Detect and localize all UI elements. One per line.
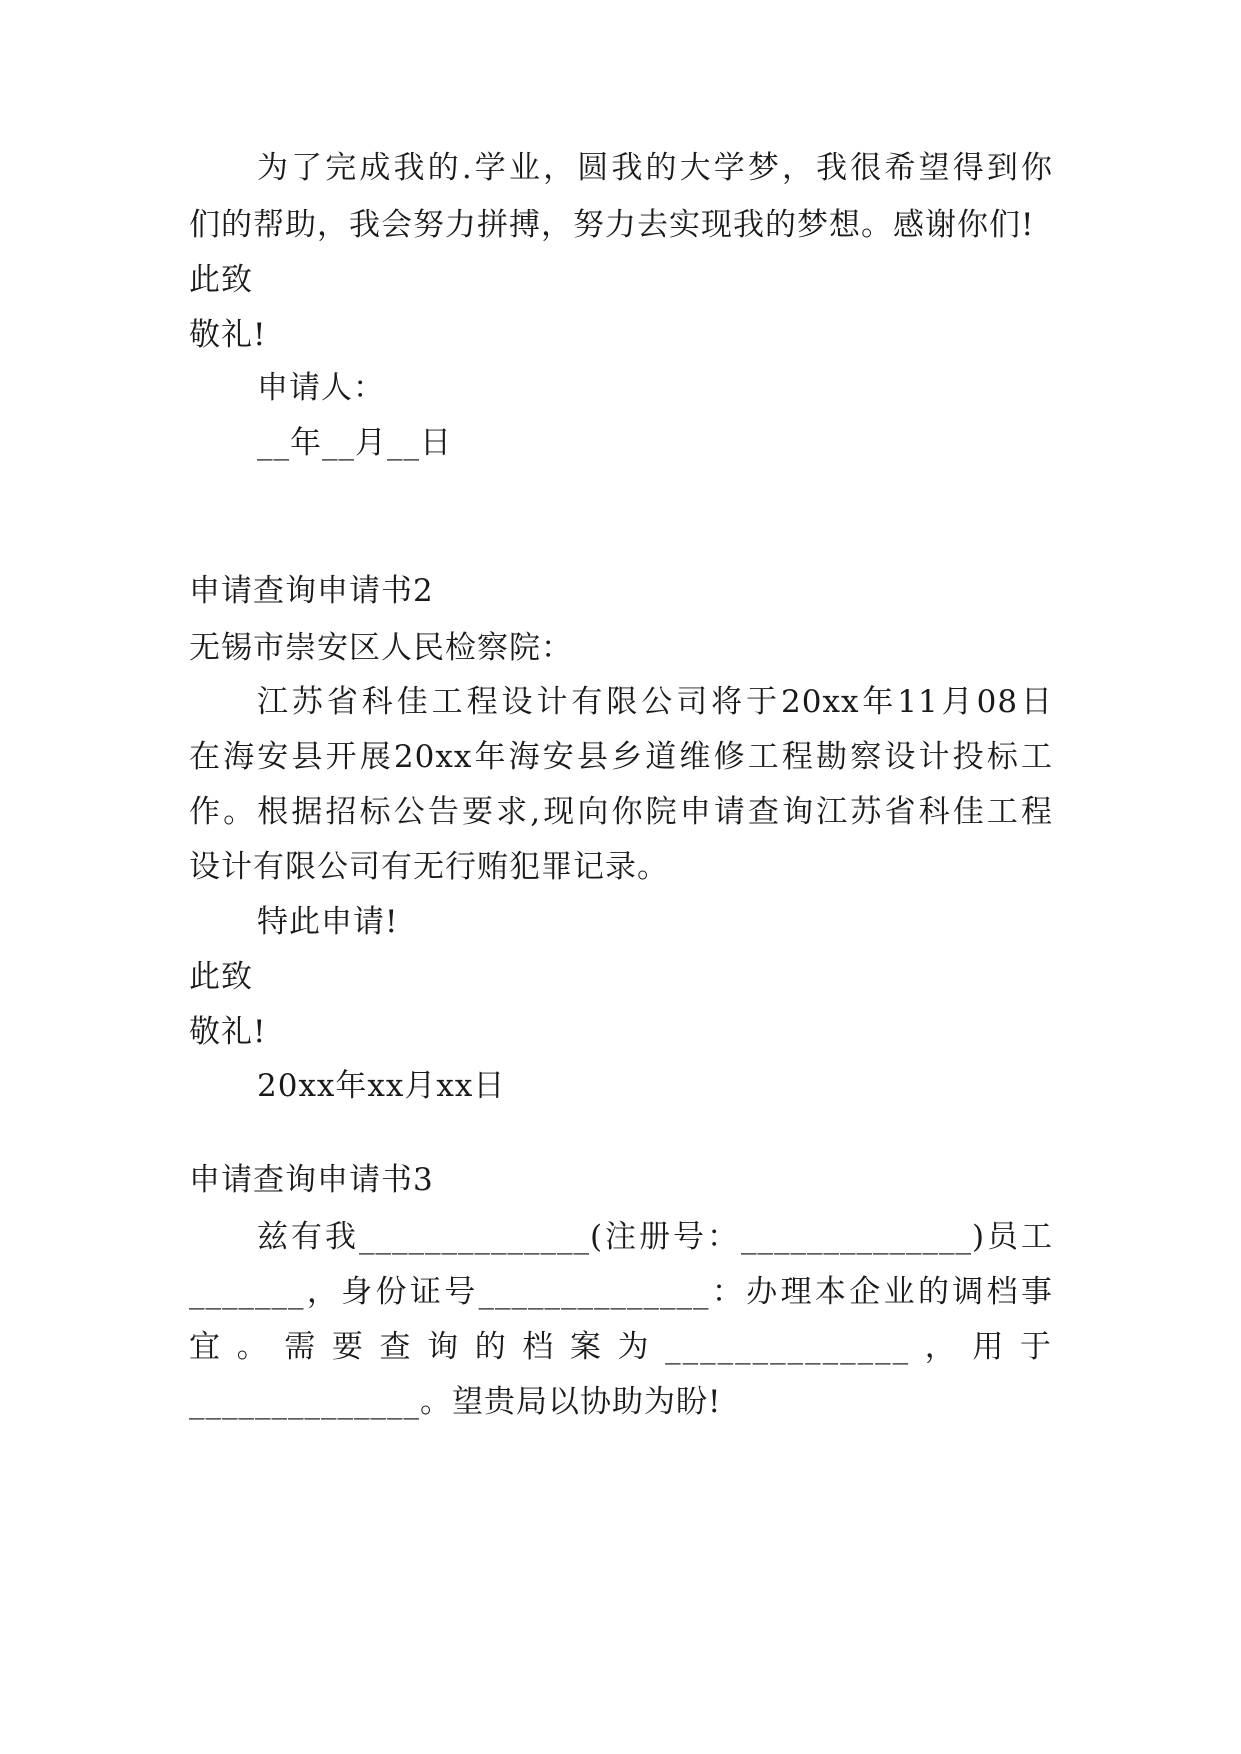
- date-line: __年__月__日: [257, 425, 452, 461]
- section-heading: 申请查询申请书2: [189, 573, 434, 609]
- paragraph-line: 们的帮助，我会努力拼搏，努力去实现我的梦想。感谢你们!: [189, 207, 1035, 243]
- paragraph-line: 为了完成我的.学业，圆我的大学梦，我很希望得到你: [257, 150, 1053, 186]
- recipient-line: 无锡市崇安区人民检察院：: [189, 630, 573, 666]
- section-heading: 申请查询申请书3: [189, 1162, 434, 1198]
- paragraph-line: 宜。需要查询的档案为______________，用于: [189, 1329, 1053, 1365]
- closing-salutation: 此致: [189, 262, 253, 298]
- paragraph-line: _______，身份证号______________：办理本企业的调档事: [189, 1274, 1053, 1310]
- closing-regards: 敬礼!: [189, 1014, 267, 1050]
- date-line: 20xx年xx月xx日: [257, 1068, 506, 1104]
- closing-salutation: 此致: [189, 959, 253, 995]
- request-statement: 特此申请!: [257, 904, 399, 940]
- paragraph-line: 作。根据招标公告要求,现向你院申请查询江苏省科佳工程: [189, 794, 1053, 830]
- paragraph-line: 江苏省科佳工程设计有限公司将于20xx年11月08日: [257, 684, 1053, 720]
- paragraph-line: 兹有我______________(注册号：______________)员工: [257, 1219, 1053, 1255]
- paragraph-line: ______________。望贵局以协助为盼!: [189, 1384, 722, 1420]
- closing-regards: 敬礼!: [189, 317, 267, 353]
- paragraph-line: 设计有限公司有无行贿犯罪记录。: [189, 849, 669, 885]
- paragraph-line: 在海安县开展20xx年海安县乡道维修工程勘察设计投标工: [189, 739, 1053, 775]
- applicant-label: 申请人：: [257, 370, 385, 406]
